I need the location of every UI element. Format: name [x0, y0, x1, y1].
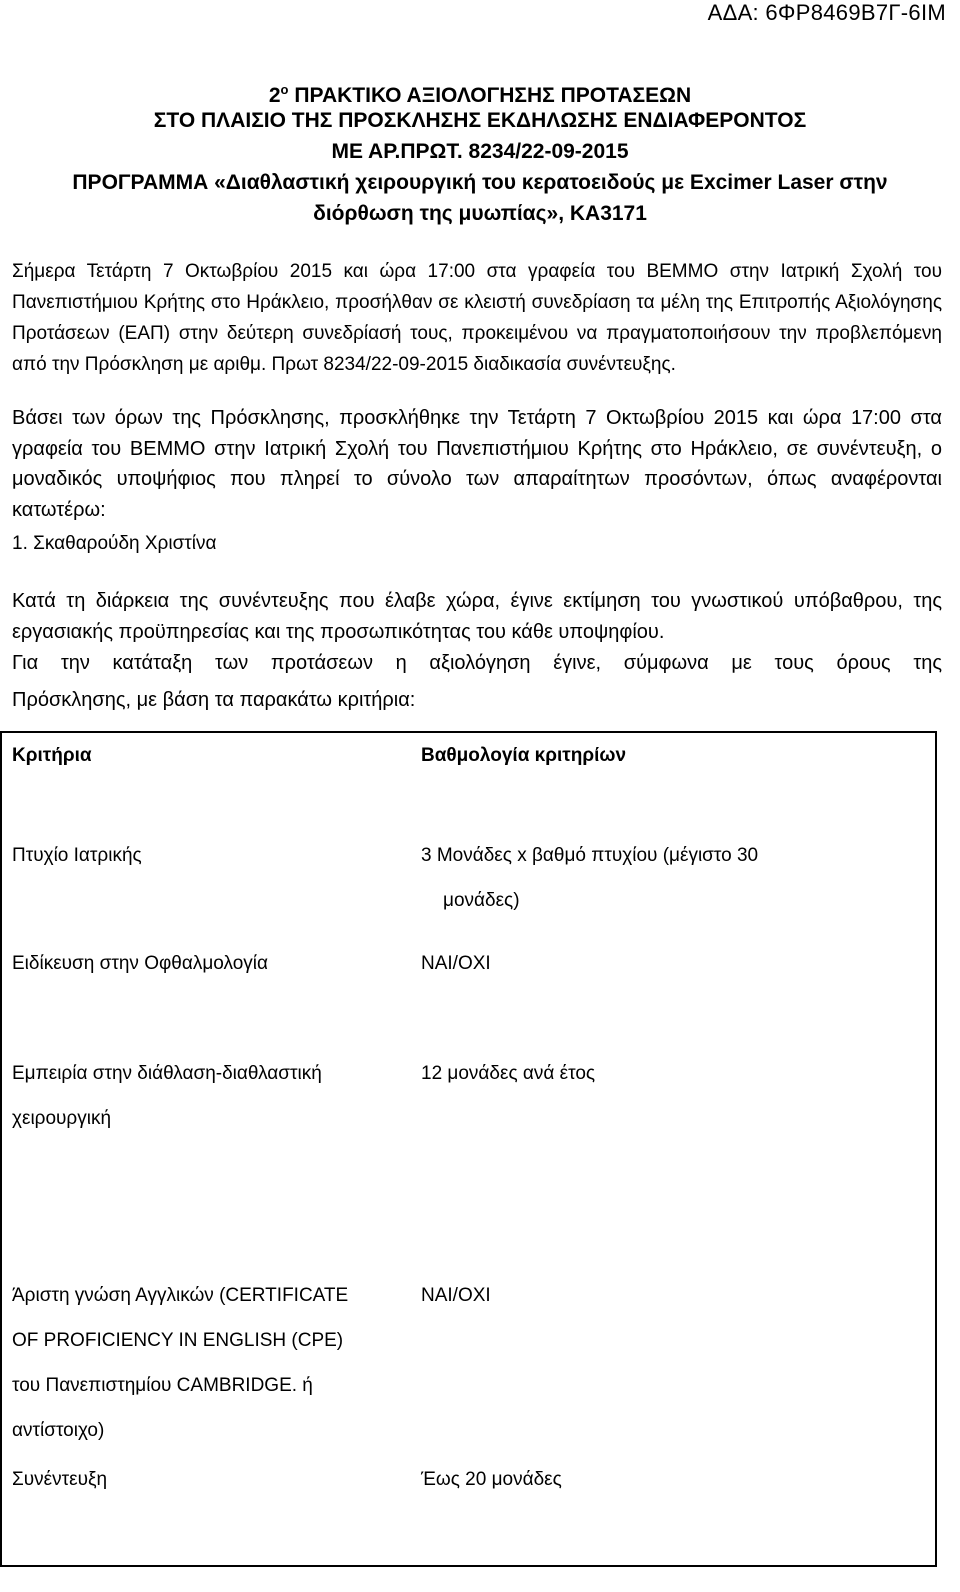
criteria-intro-line-2: Πρόσκλησης, με βάση τα παρακάτω κριτήρια: [12, 689, 416, 711]
intro-paragraph: Σήμερα Τετάρτη 7 Οκτωβρίου 2015 και ώρα 17:00 στα γραφεία του ΒΕΜΜΟ στην Ιατρική Σχολή του Πανεπιστήμιου Κρήτης στο Ηράκλειο, προσήλθαν σε κλειστή συνεδρίαση τα μέλη της Επιτροπής Αξιολόγησης Προτάσεων (ΕΑΠ) στην δεύτερη συνεδρίασή τους, προκειμένου να πραγματοποιήσουν την προβλεπόμενη από την Πρόσκληση με αριθμ. Πρωτ 8234/22-09-2015 διαδικασία συνέντευξης. [12, 261, 942, 375]
score-cell: ΝΑΙ/ΟΧΙ [421, 953, 491, 974]
table-row [1, 833, 936, 941]
criteria-table [0, 731, 937, 1567]
score-cell: ΝΑΙ/ΟΧΙ [421, 1285, 491, 1306]
table-row [1, 941, 936, 1051]
document-title-line-4: ΠΡΟΓΡΑΜΜΑ «Διαθλαστική χειρουργική του κερατοειδούς με Excimer Laser στην [72, 171, 888, 194]
score-cell: 12 μονάδες ανά έτος [421, 1063, 596, 1084]
document-title-line-3: ΜΕ ΑΡ.ΠΡΩΤ. 8234/22-09-2015 [331, 140, 629, 163]
document-title-line-2: ΣΤΟ ΠΛΑΙΣΙΟ ΤΗΣ ΠΡΟΣΚΛΗΣΗΣ ΕΚΔΗΛΩΣΗΣ ΕΝΔΙΑΦΕΡΟΝΤΟΣ [153, 109, 807, 132]
criteria-cell: Ειδίκευση στην Οφθαλμολογία [12, 953, 268, 974]
header-criteria: Κριτήρια [12, 745, 92, 766]
criteria-cell: Συνέντευξη [12, 1469, 108, 1490]
invitation-paragraph: Βάσει των όρων της Πρόσκλησης, προσκλήθηκε την Τετάρτη 7 Οκτωβρίου 2015 και ώρα 17:00 στα γραφεία του ΒΕΜΜΟ στην Ιατρική Σχολή του Πανεπιστήμιου Κρήτης στο Ηράκλειο, σε συνέντευξη, ο μοναδικός υποψήφιος που πληρεί το σύνολο των απαραίτητων προσόντων, όπως αναφέρονται κατωτέρω: [12, 407, 942, 521]
table-row [1, 1457, 936, 1566]
ada-code: ΑΔΑ: 6ΦΡ8469Β7Γ-6ΙΜ [707, 0, 946, 25]
criteria-cell: Άριστη γνώση Αγγλικών (CERTIFICATE OF PROFICIENCY IN ENGLISH (CPE) του Πανεπιστημίου CAMBRIDGE. ή αντίστοιχο) [12, 1285, 349, 1441]
header-score: Βαθμολογία κριτηρίων [421, 745, 627, 766]
candidate-list-item: 1. Σκαθαρούδη Χριστίνα [12, 533, 217, 554]
document-title-line-1: $2^o$ ΠΡΑΚΤΙΚΟ ΑΞΙΟΛΟΓΗΣΗΣ ΠΡΟΤΑΣΕΩΝ [268, 82, 692, 107]
criteria-cell: Εμπειρία στην διάθλαση-διαθλαστική χειρουργική [12, 1063, 322, 1129]
score-cell: 3 Μονάδες x βαθμό πτυχίου (μέγιστο 30 μονάδες) [421, 845, 759, 911]
table-header-row [1, 732, 936, 833]
table-row [1, 1273, 936, 1457]
score-cell: Έως 20 μονάδες [421, 1469, 562, 1490]
criteria-intro-line-1: Για την κατάταξη των προτάσεων η αξιολόγηση έγινε, σύμφωνα με τους όρους της [12, 652, 942, 674]
document-title-line-5: διόρθωση της μυωπίας», ΚΑ3171 [313, 202, 647, 225]
table-row [1, 1051, 936, 1273]
interview-paragraph: Κατά τη διάρκεια της συνέντευξης που έλαβε χώρα, έγινε εκτίμηση του γνωστικού υπόβαθρου, της εργασιακής προϋπηρεσίας και της προσωπικότητας του κάθε υποψηφίου. [12, 590, 942, 643]
criteria-cell: Πτυχίο Ιατρικής [12, 845, 142, 866]
